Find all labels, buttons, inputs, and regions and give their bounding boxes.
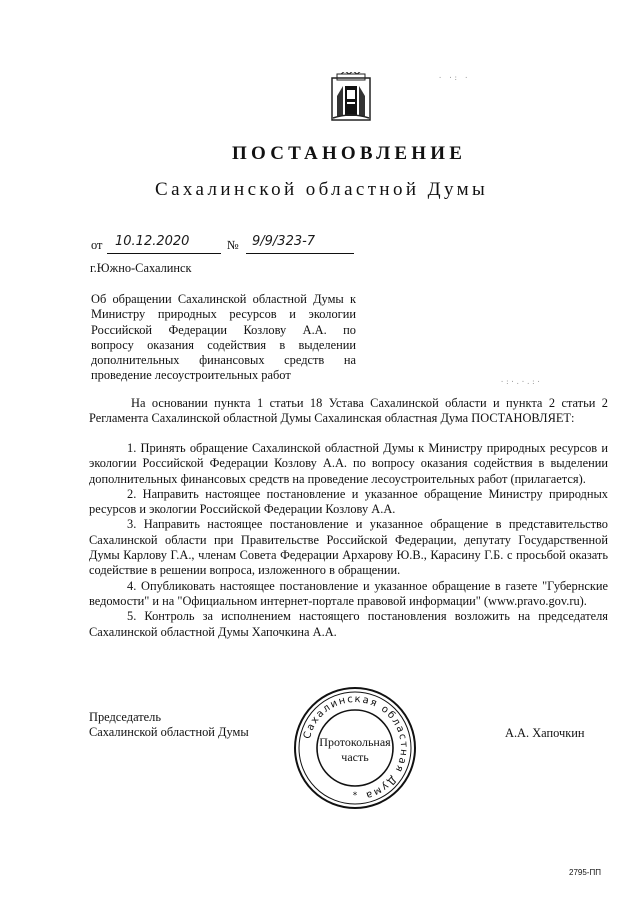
number-value: 9/9/323-7 <box>252 234 316 249</box>
stamp-ring-text: Сахалинская областная Дума <box>301 693 410 801</box>
subject-line: дополнительных финансовых средств на <box>91 353 356 368</box>
subject-block <box>91 292 356 384</box>
preamble: На основании пункта 1 статьи 18 Устава Сахалинской области и пункта 2 статьи 2 Регламента Сахалинской областной Думы Сахалинская областная Дума ПОСТАНОВЛЯЕТ: <box>89 396 608 426</box>
list-item: 4. Опубликовать настоящее постановление и указанное обращение в газете "Губернские ведомости" и на "Официальном интернет-портале правовой информации" (www.pravo.gov.ru). <box>89 578 608 608</box>
stamp-center-line: Протокольная <box>319 735 391 749</box>
list-item: 1. Принять обращение Сахалинской областной Думы к Министру природных ресурсов и экологии Российской Федерации Козлову А.А. по вопросу оказания содействия в выделении дополнительных финансовых средств на проведение лесоустроительных работ (прилагается). <box>89 441 608 486</box>
signatory-name: А.А. Хапочкин <box>505 726 585 740</box>
subject-line: Российской Федерации Козлову А.А. по <box>91 322 356 337</box>
signatory-position <box>89 710 249 741</box>
list-item: 3. Направить настоящее постановление и указанное обращение в представительство Сахалинской области при Правительстве Российской Федерации, депутату Государственной Думы Карлову Г.А., членам Совета Федерации Архарову Ю.В., Карасину Г.Б. с просьбой оказать содействие в решении вопроса, изложенного в обращении. <box>89 517 608 578</box>
footer-code: 2795-ПП <box>569 868 601 877</box>
subject-line: проведение лесоустроительных работ <box>91 368 291 383</box>
position-line: Председатель <box>89 710 162 724</box>
subject-line: Об обращении Сахалинской областной Думы к <box>91 292 356 306</box>
date-underline <box>107 253 221 254</box>
number-underline <box>246 253 354 254</box>
number-prefix: № <box>227 238 239 252</box>
subject-line: вопросу оказания содействия в выделении <box>91 337 356 352</box>
subject-line: Министру природных ресурсов и экологии <box>91 307 356 322</box>
city: г.Южно-Сахалинск <box>90 261 192 275</box>
scan-noise: ·:·.·.:· <box>500 378 542 386</box>
position-line: Сахалинской областной Думы <box>89 725 249 740</box>
date-value: 10.12.2020 <box>115 234 190 249</box>
official-stamp <box>292 686 418 810</box>
stamp-star: * <box>352 791 358 801</box>
items-list <box>89 441 608 640</box>
list-item: 2. Направить настоящее постановление и указанное обращение Министру природных ресурсов и экологии Российской Федерации Козлову А.А. <box>89 486 608 517</box>
document-subtitle: Сахалинской областной Думы <box>155 179 489 200</box>
list-item: 5. Контроль за исполнением настоящего постановления возложить на председателя Сахалинской областной Думы Хапочкина А.А. <box>89 609 608 639</box>
coat-of-arms-emblem <box>329 72 373 122</box>
document-title: ПОСТАНОВЛЕНИЕ <box>232 143 467 164</box>
scan-noise: · ·: · <box>438 74 470 82</box>
date-prefix: от <box>91 238 103 252</box>
stamp-center-line: часть <box>341 750 369 764</box>
